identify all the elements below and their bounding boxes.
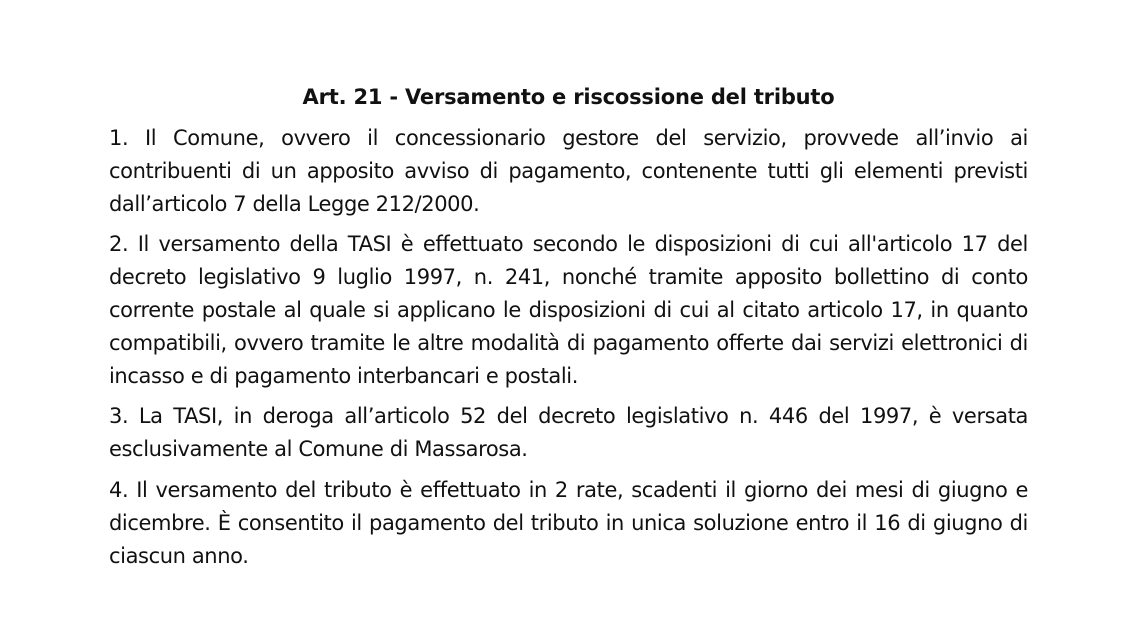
paragraph-3: 3. La TASI, in deroga all’articolo 52 del decreto legislativo n. 446 del 1997, è versata esclusivamente al Comune di Massarosa.	[109, 404, 1028, 462]
document-page	[109, 82, 1028, 580]
article-title: Art. 21 - Versamento e riscossione del tributo	[302, 85, 835, 109]
paragraph-1: 1. Il Comune, ovvero il concessionario gestore del servizio, provvede all’invio ai contribuenti di un apposito avviso di pagamento, contenente tutti gli elementi previsti dall’articolo 7 della Legge 212/2000.	[109, 126, 1028, 216]
paragraph-2: 2. Il versamento della TASI è effettuato secondo le disposizioni di cui all'articolo 17 del decreto legislativo 9 luglio 1997, n. 241, nonché tramite apposito bollettino di conto corrente postale al quale si applicano le disposizioni di cui al citato articolo 17, in quanto compatibili, ovvero tramite le altre modalità di pagamento offerte dai servizi elettronici di incasso e di pagamento interbancari e postali.	[109, 232, 1028, 388]
paragraph-4: 4. Il versamento del tributo è effettuato in 2 rate, scadenti il giorno dei mesi di giugno e dicembre. È consentito il pagamento del tributo in unica soluzione entro il 16 di giugno di ciascun anno.	[109, 477, 1028, 568]
